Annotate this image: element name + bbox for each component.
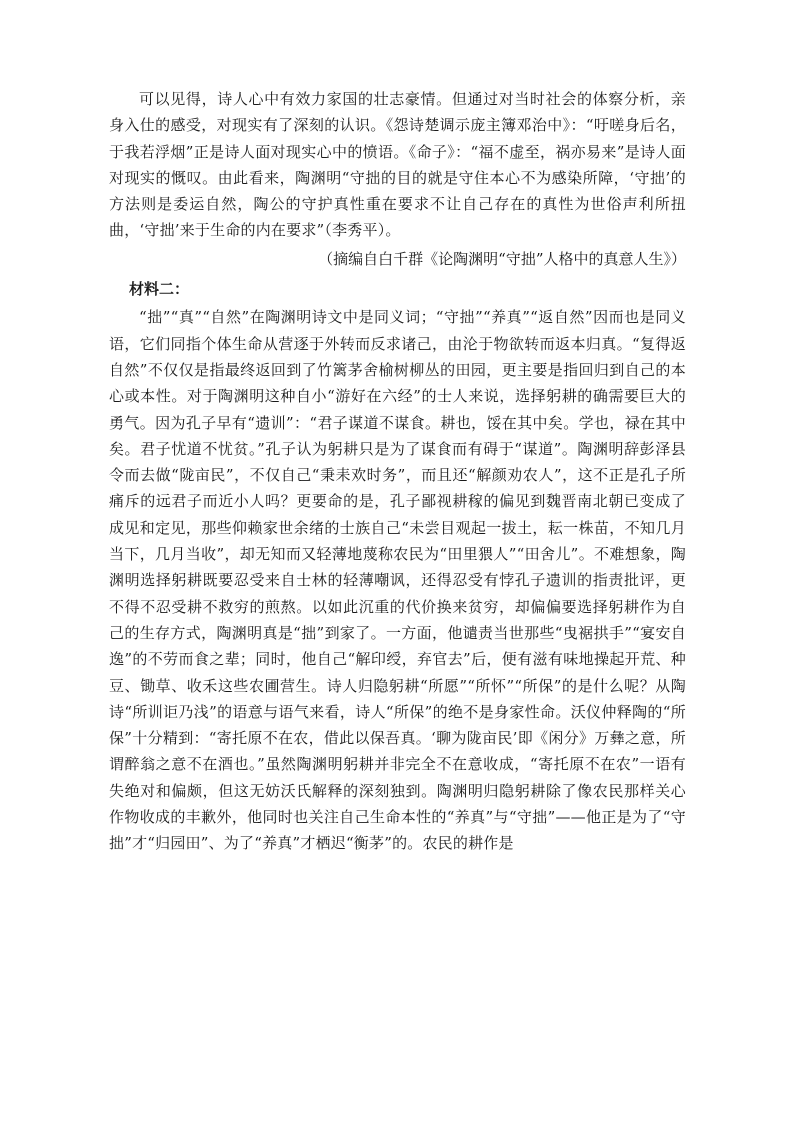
material-two-heading: 材料二： (129, 280, 190, 299)
source-note: （摘编自白千群《论陶渊明“守拙”人格中的真意人生》） (318, 249, 686, 268)
document-body (109, 86, 686, 857)
paragraph-1: 可以见得，诗人心中有效力家国的壮志豪情。但通过对当时社会的体察分析，亲身入仕的感受，对现实有了深刻的认识。《怨诗楚调示庞主簿邓治中》：“吁嗟身后名，于我若浮烟”正是诗人面对现实心中的愤语。《命子》：“福不虚至，祸亦易来”是诗人面对现实的慨叹。由此看来，陶渊明“守拙的目的就是守住本心不为感染所障，‘守拙’的方法则是委运自然，陶公的守护真性重在要求不让自己存在的真性为世俗声利所扭曲，‘守拙’来于生命的内在要求”（李秀平）。 (109, 90, 686, 240)
paragraph-2: “拙”“真”“自然”在陶渊明诗文中是同义词；“守拙”“养真”“返自然”因而也是同义语，它们同指个体生命从营逐于外转而反求诸己，由沦于物欲转而返本归真。“复得返自然”不仅仅是指最终返回到了竹篱茅舍榆树柳丛的田园，更主要是指回归到自己的本心或本性。对于陶渊明这种自小“游好在六经”的士人来说，选择躬耕的确需要巨大的勇气。因为孔子早有“遗训”：“君子谋道不谋食。耕也，馁在其中矣。学也，禄在其中矣。君子忧道不忧贫。”孔子认为躬耕只是为了谋食而有碍于“谋道”。陶渊明辞彭泽县令而去做“陇亩民”，不仅自己“秉耒欢时务”，而且还“解颜劝农人”，这不正是孔子所痛斥的远君子而近小人吗？更要命的是，孔子鄙视耕稼的偏见到魏晋南北朝已变成了成见和定见，那些仰赖家世余绪的士族自己“未尝目观起一拔土，耘一株苗，不知几月当下，几月当收”，却无知而又轻薄地蔑称农民为“田里猥人”“田舍儿”。不难想象，陶渊明选择躬耕既要忍受来自士林的轻薄嘲讽，还得忍受有悖孔子遗训的指责批评，更不得不忍受耕不救穷的煎熬。以如此沉重的代价换来贫穷，却偏偏要选择躬耕作为自己的生存方式，陶渊明真是“拙”到家了。一方面，他谴责当世那些“曳裾拱手”“宴安自逸”的不劳而食之辈；同时，他自己“解印绶，弃官去”后，便有滋有味地操起开荒、种豆、锄草、收禾这些农圃营生。诗人归隐躬耕“所愿”“所怀”“所保”的是什么呢？从陶诗“所训讵乃浅”的语意与语气来看，诗人“所保”的绝不是身家性命。沃仪仲释陶的“所保”十分精到：“寄托原不在农，借此以保吾真。‘聊为陇亩民’即《闲分》万彝之意，所谓醉翁之意不在酒也。”虽然陶渊明躬耕并非完全不在意收成，“寄托原不在农”一语有失绝对和偏颇，但这无妨沃氏解释的深刻独到。陶渊明归隐躬耕除了像农民那样关心作物收成的丰歉外，他同时也关注自己生命本性的“养真”与“守拙”——他正是为了“守拙”才“归园田”、为了“养真”才栖迟“衡茅”的。农民的耕作是 (109, 308, 686, 853)
